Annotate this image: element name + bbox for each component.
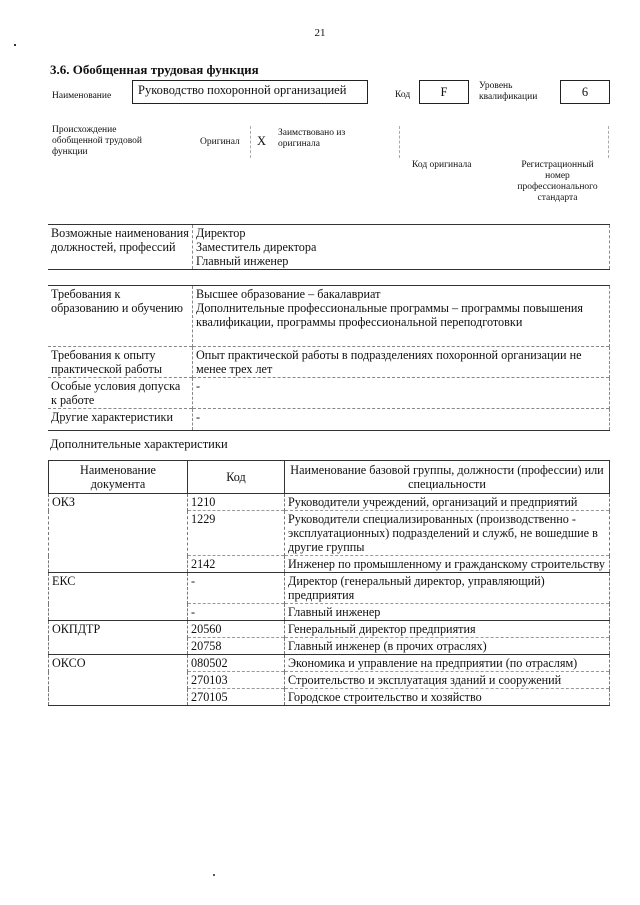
req-conditions-label: Особые условия допуска к работе (48, 378, 193, 409)
cell-doc: ОКЗ (49, 494, 188, 511)
level-label: Уровень квалификации (479, 81, 538, 102)
additional-table (48, 460, 610, 706)
table-row (49, 511, 610, 556)
cell-doc (49, 556, 188, 573)
req-other-label: Другие характеристики (48, 409, 193, 431)
positions-values (193, 225, 610, 270)
cell-doc (49, 604, 188, 621)
cell-code: 20758 (188, 638, 285, 655)
cell-doc (49, 511, 188, 556)
cell-code: 080502 (188, 655, 285, 672)
cell-doc: ЕКС (49, 573, 188, 604)
cell-doc (49, 672, 188, 689)
cell-code: 270103 (188, 672, 285, 689)
cell-name: Генеральный директор предприятия (285, 621, 610, 638)
cell-code: 1229 (188, 511, 285, 556)
table-row (49, 672, 610, 689)
scan-speck (14, 44, 16, 46)
code-label: Код (395, 90, 411, 100)
reg-number-label: Регистрационный номер профессионального стандарта (517, 160, 598, 203)
origin-code-cell (398, 126, 609, 158)
cell-code: - (188, 604, 285, 621)
cell-name: Инженер по промышленному и гражданскому строительству (285, 556, 610, 573)
table-row (49, 689, 610, 706)
name-value: Руководство похоронной организацией (132, 80, 368, 104)
col-header-doc: Наименование документа (49, 461, 188, 494)
cell-name: Руководители учреждений, организаций и предприятий (285, 494, 610, 511)
cell-name: Руководители специализированных (производственно - эксплуатационных) подразделений и служб, не вошедшие в другие группы (285, 511, 610, 556)
positions-table (48, 224, 610, 270)
req-other-value: - (193, 409, 610, 431)
scan-speck (213, 874, 215, 876)
positions-label: Возможные наименования должностей, профессий (48, 225, 193, 270)
req-experience-label: Требования к опыту практической работы (48, 347, 193, 378)
table-row (49, 638, 610, 655)
position-item: Главный инженер (196, 254, 289, 268)
borrowed-label: Заимствовано из оригинала (278, 128, 346, 149)
cell-code: 20560 (188, 621, 285, 638)
cell-name: Главный инженер (285, 604, 610, 621)
table-row (49, 494, 610, 511)
req-conditions-value: - (193, 378, 610, 409)
cell-code: 2142 (188, 556, 285, 573)
cell-doc: ОКПДТР (49, 621, 188, 638)
code-original-label: Код оригинала (412, 160, 472, 170)
cell-name: Директор (генеральный директор, управляющий) предприятия (285, 573, 610, 604)
original-mark: X (257, 134, 267, 148)
cell-code: 1210 (188, 494, 285, 511)
col-header-code: Код (188, 461, 285, 494)
section-title: 3.6. Обобщенная трудовая функция (50, 62, 259, 77)
table-row (49, 621, 610, 638)
col-header-name: Наименование базовой группы, должности (профессии) или специальности (285, 461, 610, 494)
origin-cell-borders (250, 126, 400, 158)
position-item: Заместитель директора (196, 240, 317, 254)
name-label: Наименование (52, 91, 112, 101)
req-experience-value: Опыт практической работы в подразделениях похоронной организации не менее трех лет (193, 347, 610, 378)
table-row (49, 573, 610, 604)
original-label: Оригинал (200, 137, 240, 147)
cell-name: Главный инженер (в прочих отраслях) (285, 638, 610, 655)
cell-doc: ОКСО (49, 655, 188, 672)
table-row (49, 556, 610, 573)
cell-code: 270105 (188, 689, 285, 706)
origin-label: Происхождение обобщенной трудовой функции (52, 125, 142, 157)
table-row (49, 655, 610, 672)
page-number: 21 (314, 27, 326, 39)
cell-name: Экономика и управление на предприятии (по отраслям) (285, 655, 610, 672)
req-education-value: Высшее образование – бакалавриат Дополнительные профессиональные программы – программы повышения квалификации, программы профессиональной переподготовки (193, 286, 610, 347)
table-row (49, 604, 610, 621)
position-item: Директор (196, 226, 246, 240)
cell-name: Строительство и эксплуатация зданий и сооружений (285, 672, 610, 689)
cell-name: Городское строительство и хозяйство (285, 689, 610, 706)
cell-code: - (188, 573, 285, 604)
level-value: 6 (560, 80, 610, 104)
requirements-table (48, 285, 610, 431)
cell-doc (49, 689, 188, 706)
code-value: F (419, 80, 469, 104)
cell-doc (49, 638, 188, 655)
req-education-label: Требования к образованию и обучению (48, 286, 193, 347)
additional-title: Дополнительные характеристики (50, 437, 228, 451)
